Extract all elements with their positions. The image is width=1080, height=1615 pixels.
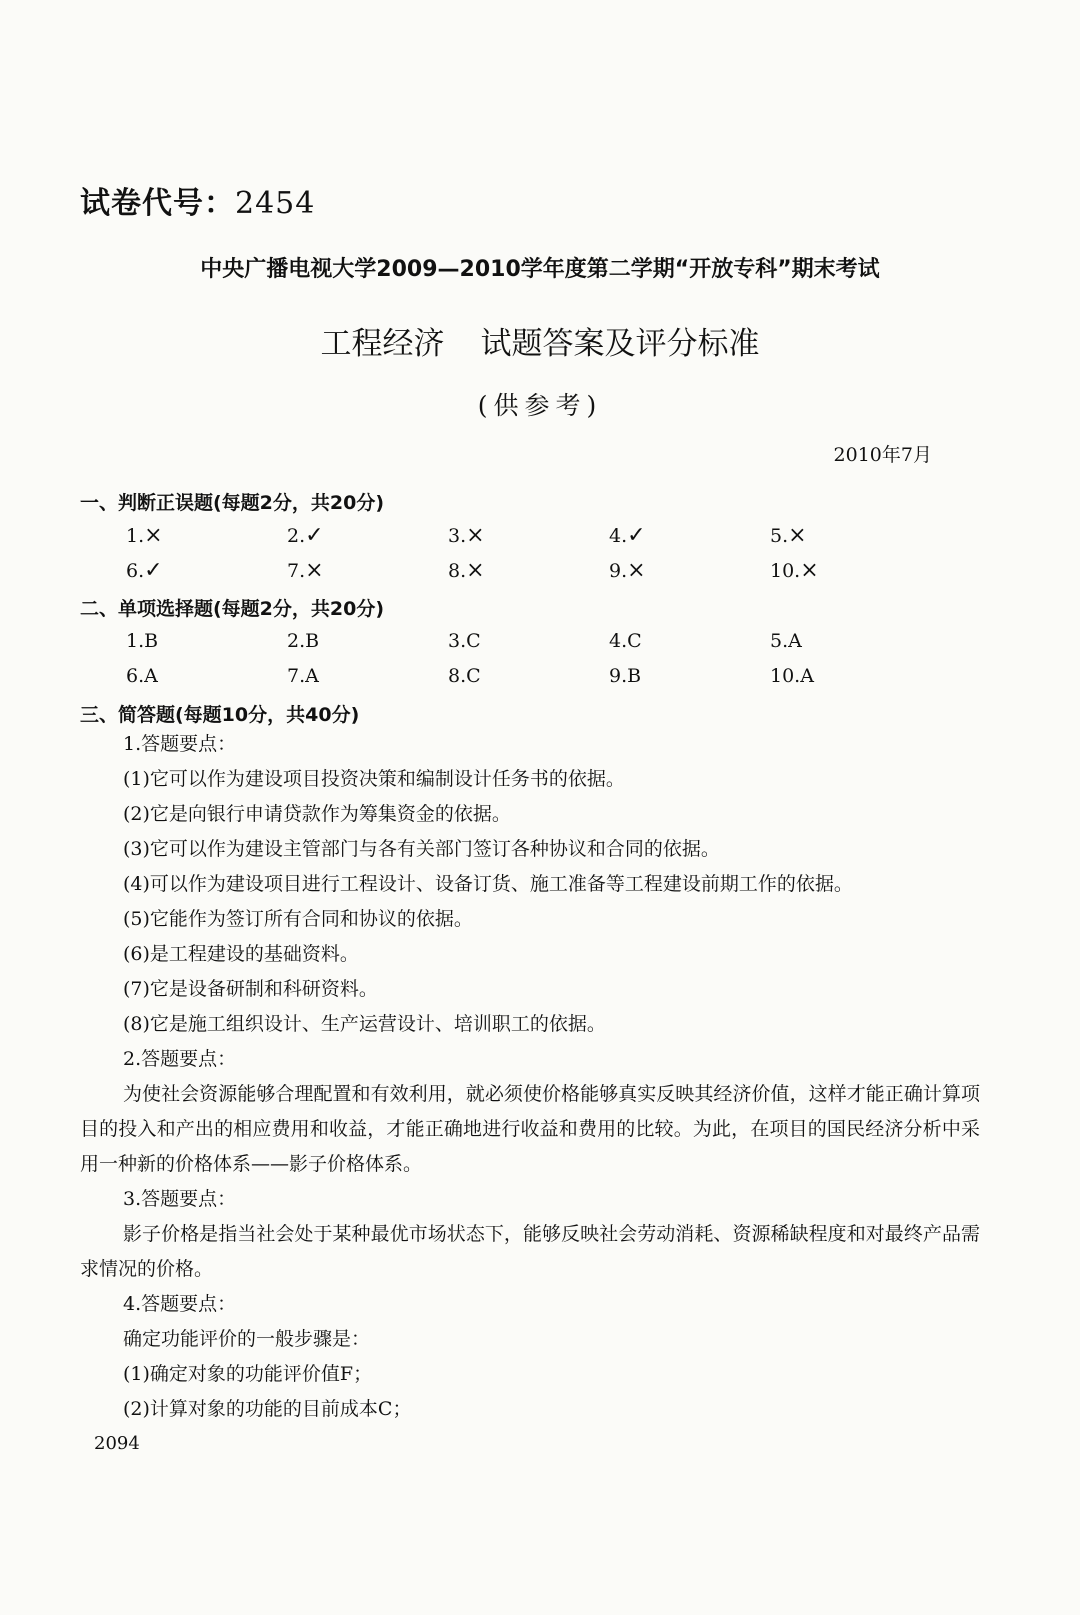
answer-point: (5)它能作为签订所有合同和协议的依据。 [123, 908, 473, 930]
answer-subheading: 3.答题要点： [123, 1188, 237, 1210]
tf-answer: 5. × [770, 518, 931, 553]
answer-row [126, 658, 946, 693]
document-type: 试题答案及评分标准 [480, 326, 760, 362]
check-icon: ✓ [305, 523, 324, 548]
cross-icon: × [466, 558, 485, 583]
cross-icon: × [800, 558, 819, 583]
section2-heading: 二、单项选择题(每题2分，共20分) [80, 598, 385, 620]
answer-row [126, 518, 946, 553]
answer-subheading: 1.答题要点： [123, 733, 237, 755]
cross-icon: × [466, 523, 485, 548]
tf-answer: 2. ✓ [287, 518, 448, 553]
cross-icon: × [788, 523, 807, 548]
exam-title: 中央广播电视大学2009—2010学年度第二学期“开放专科”期末考试 [200, 257, 880, 282]
tf-answer: 8. × [448, 553, 609, 588]
tf-answer: 4. ✓ [609, 518, 770, 553]
section3-heading: 三、简答题(每题10分，共40分) [80, 704, 360, 726]
section1-heading: 一、判断正误题(每题2分，共20分) [80, 492, 385, 514]
tf-answer: 3. × [448, 518, 609, 553]
choice-answer: 7.A [287, 664, 319, 687]
tf-answer: 9. × [609, 553, 770, 588]
choice-answer: 1.B [126, 629, 159, 652]
section3-body [80, 727, 980, 1427]
choice-answer: 5.A [770, 629, 802, 652]
answer-point: (2)它是向银行申请贷款作为筹集资金的依据。 [123, 803, 511, 825]
cross-icon: × [144, 523, 163, 548]
cross-icon: × [305, 558, 324, 583]
subject-name: 工程经济 [320, 326, 445, 362]
check-icon: ✓ [627, 523, 646, 548]
paper-code [80, 178, 315, 222]
reference-note: (供参考) [477, 391, 603, 420]
cross-icon: × [627, 558, 646, 583]
answer-paragraph: 影子价格是指当社会处于某种最优市场状态下，能够反映社会劳动消耗、资源稀缺程度和对最终产品需求情况的价格。 [80, 1223, 980, 1280]
answer-point: (6)是工程建设的基础资料。 [123, 943, 359, 965]
tf-answer: 1. × [126, 518, 287, 553]
choice-answer: 9.B [609, 664, 642, 687]
document-title [0, 318, 1080, 363]
answer-point: (1)确定对象的功能评价值F； [123, 1363, 373, 1385]
answer-row [126, 553, 946, 588]
answer-subheading: 2.答题要点： [123, 1048, 237, 1070]
answer-paragraph: 确定功能评价的一般步骤是： [123, 1328, 371, 1350]
choice-answer: 2.B [287, 629, 320, 652]
section1-answer-grid [126, 518, 946, 588]
choice-answer: 4.C [609, 629, 642, 652]
exam-date: 2010年7月 [833, 444, 932, 466]
tf-answer: 10. × [770, 553, 931, 588]
choice-answer: 6.A [126, 664, 158, 687]
answer-point: (2)计算对象的功能的目前成本C； [123, 1398, 412, 1420]
paper-code-value: 2454 [235, 186, 316, 221]
answer-paragraph: 为使社会资源能够合理配置和有效利用，就必须使价格能够真实反映其经济价值，这样才能正确计算项目的投入和产出的相应费用和收益，才能正确地进行收益和费用的比较。为此，在项目的国民经济分析中采用一种新的价格体系——影子价格体系。 [80, 1083, 980, 1175]
choice-answer: 3.C [448, 629, 481, 652]
answer-point: (7)它是设备研制和科研资料。 [123, 978, 378, 1000]
page-number: 2094 [94, 1433, 140, 1454]
answer-subheading: 4.答题要点： [123, 1293, 237, 1315]
check-icon: ✓ [144, 558, 163, 583]
answer-point: (1)它可以作为建设项目投资决策和编制设计任务书的依据。 [123, 768, 625, 790]
choice-answer: 8.C [448, 664, 481, 687]
choice-answer: 10.A [770, 664, 814, 687]
answer-point: (8)它是施工组织设计、生产运营设计、培训职工的依据。 [123, 1013, 606, 1035]
paper-code-label: 试卷代号： [80, 186, 235, 221]
answer-row [126, 623, 946, 658]
section2-answer-grid [126, 623, 946, 693]
tf-answer: 7. × [287, 553, 448, 588]
answer-point: (4)可以作为建设项目进行工程设计、设备订货、施工准备等工程建设前期工作的依据。 [123, 873, 853, 895]
tf-answer: 6. ✓ [126, 553, 287, 588]
answer-point: (3)它可以作为建设主管部门与各有关部门签订各种协议和合同的依据。 [123, 838, 720, 860]
